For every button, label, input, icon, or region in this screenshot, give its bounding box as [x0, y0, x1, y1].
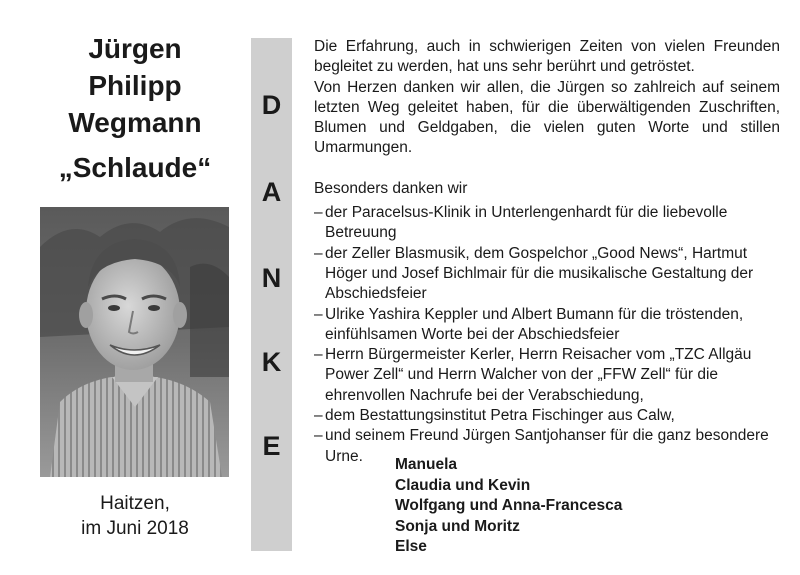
danke-letter: E	[262, 431, 281, 461]
danke-letter: D	[261, 90, 282, 120]
list-item: – der Paracelsus-Klinik in Unterlengenhardt für die liebevolle Betreuung	[314, 203, 780, 244]
danke-letter: K	[261, 347, 282, 377]
first-name: Jürgen	[88, 33, 182, 64]
last-name: Wegmann	[68, 107, 202, 138]
signers	[395, 455, 622, 558]
portrait-photo	[40, 207, 229, 477]
danke-bar	[251, 38, 292, 551]
intro-paragraph: Von Herzen danken wir allen, die Jürgen so zahlreich auf seinem letzten Weg geleitet haben, für die überwältigenden Zuschriften, Blumen und Geldgaben, die vielen guten Worte und stillen Umarmungen.	[314, 78, 780, 157]
date: im Juni 2018	[81, 518, 189, 539]
place: Haitzen,	[100, 493, 170, 514]
list-item: – Ulrike Yashira Keppler und Albert Bumann für die tröstenden, einfühlsamen Worte bei der Abschiedsfeier	[314, 305, 780, 346]
signer: Else	[395, 538, 427, 555]
list-item: – der Zeller Blasmusik, dem Gospelchor „Good News“, Hartmut Höger und Josef Bichlmair für die musikalische Gestaltung der Abschiedsfeier	[314, 244, 780, 305]
intro-paragraph: Die Erfahrung, auch in schwierigen Zeiten von vielen Freunden begleitet zu werden, hat uns sehr berührt und getröstet.	[314, 38, 780, 76]
signer: Manuela	[395, 456, 458, 473]
portrait-photo-icon	[40, 207, 229, 477]
besonders-heading: Besonders danken wir	[314, 179, 468, 197]
nickname: „Schlaude“	[58, 152, 212, 183]
thanks-text	[314, 37, 780, 467]
signer: Wolfgang und Anna-Francesca	[395, 497, 623, 514]
danke-letter: A	[261, 177, 282, 207]
deceased-name-block	[20, 30, 250, 186]
thanks-list	[314, 203, 780, 467]
signer: Claudia und Kevin	[395, 476, 531, 494]
middle-name: Philipp	[88, 70, 182, 101]
danke-letter: N	[261, 263, 282, 293]
list-item: – dem Bestattungsinstitut Petra Fischinger aus Calw,	[314, 406, 780, 426]
intro-text	[314, 37, 780, 159]
signer: Sonja und Moritz	[395, 517, 520, 535]
list-item: – und seinem Freund Jürgen Santjohanser für die ganz besondere Urne.	[314, 426, 780, 467]
list-item: – Herrn Bürgermeister Kerler, Herrn Reisacher vom „TZC Allgäu Power Zell“ und Herrn Walcher von der „FFW Zell“ für die ehrenvollen Nachrufe bei der Verabschiedung,	[314, 345, 780, 406]
place-and-date	[20, 491, 250, 541]
